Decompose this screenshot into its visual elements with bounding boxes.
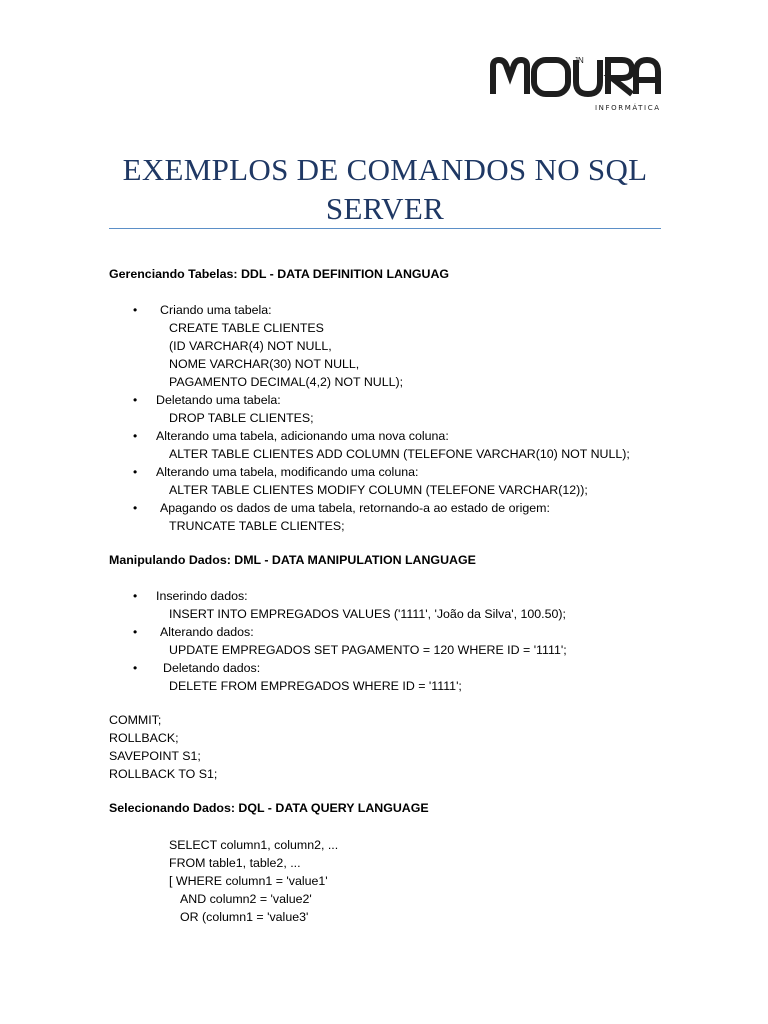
dml-item-label: Alterando dados: — [160, 625, 254, 639]
bullet-icon: • — [133, 429, 138, 443]
code-line: ALTER TABLE CLIENTES ADD COLUMN (TELEFONE VARCHAR(10) NOT NULL); — [169, 447, 630, 461]
logo-subtitle: INFORMÁTICA — [595, 104, 661, 112]
ddl-item-label: Criando uma tabela: — [160, 303, 272, 317]
code-line: AND column2 = 'value2' — [180, 892, 312, 906]
code-line: INSERT INTO EMPREGADOS VALUES ('1111', 'João da Silva', 100.50); — [169, 607, 566, 621]
code-line: TRUNCATE TABLE CLIENTES; — [169, 519, 345, 533]
tcl-line: ROLLBACK; — [109, 731, 179, 745]
bullet-icon: • — [133, 625, 138, 639]
title-line-2: SERVER — [325, 191, 445, 226]
bullet-icon: • — [133, 465, 138, 479]
logo-mark: JN — [574, 56, 584, 65]
ddl-item-label: Apagando os dados de uma tabela, retornando-a ao estado de origem: — [160, 501, 550, 515]
ddl-heading: Gerenciando Tabelas: DDL - DATA DEFINITION LANGUAG — [109, 267, 450, 281]
title-line-1: EXEMPLOS DE COMANDOS NO SQL — [122, 152, 648, 187]
ddl-item-label: Alterando uma tabela, modificando uma coluna: — [156, 465, 419, 479]
tcl-line: SAVEPOINT S1; — [109, 749, 201, 763]
code-line: PAGAMENTO DECIMAL(4,2) NOT NULL); — [169, 375, 404, 389]
code-line: [ WHERE column1 = 'value1' — [169, 874, 328, 888]
bullet-icon: • — [133, 589, 138, 603]
dml-item-label: Inserindo dados: — [156, 589, 248, 603]
code-line: DELETE FROM EMPREGADOS WHERE ID = '1111'; — [169, 679, 462, 693]
bullet-icon: • — [133, 501, 138, 515]
bullet-icon: • — [133, 393, 138, 407]
code-line: SELECT column1, column2, ... — [169, 838, 339, 852]
ddl-item-label: Alterando uma tabela, adicionando uma nova coluna: — [156, 429, 449, 443]
tcl-line: ROLLBACK TO S1; — [109, 767, 218, 781]
code-line: UPDATE EMPREGADOS SET PAGAMENTO = 120 WHERE ID = '1111'; — [169, 643, 567, 657]
code-line: ALTER TABLE CLIENTES MODIFY COLUMN (TELEFONE VARCHAR(12)); — [169, 483, 588, 497]
dml-heading: Manipulando Dados: DML - DATA MANIPULATION LANGUAGE — [109, 553, 476, 567]
code-line: FROM table1, table2, ... — [169, 856, 301, 870]
dml-item-label: Deletando dados: — [163, 661, 261, 675]
bullet-icon: • — [133, 661, 138, 675]
code-line: NOME VARCHAR(30) NOT NULL, — [169, 357, 360, 371]
code-line: DROP TABLE CLIENTES; — [169, 411, 314, 425]
bullet-icon: • — [133, 303, 138, 317]
ddl-item-label: Deletando uma tabela: — [156, 393, 281, 407]
page-title — [110, 150, 660, 228]
tcl-line: COMMIT; — [109, 713, 162, 727]
dql-heading: Selecionando Dados: DQL - DATA QUERY LANGUAGE — [109, 801, 429, 815]
title-divider — [109, 228, 661, 229]
code-line: OR (column1 = 'value3' — [180, 910, 309, 924]
code-line: CREATE TABLE CLIENTES — [169, 321, 324, 335]
code-line: (ID VARCHAR(4) NOT NULL, — [169, 339, 332, 353]
